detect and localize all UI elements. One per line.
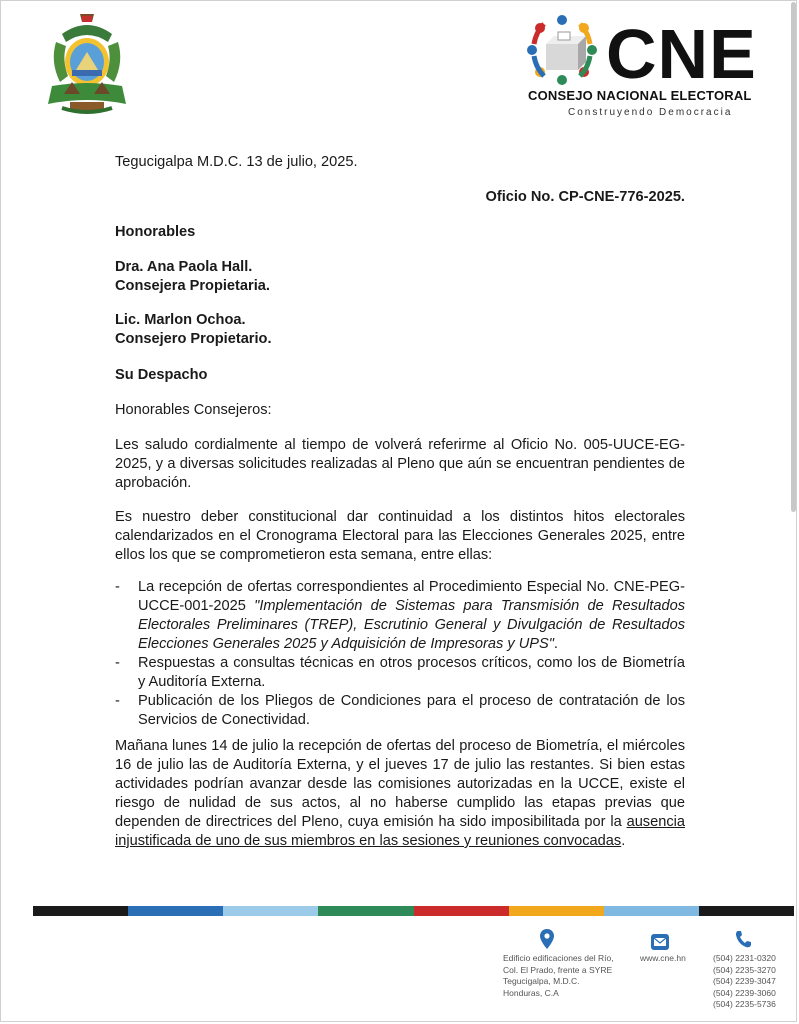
recipient-role: Consejero Propietario.: [115, 331, 272, 347]
salutation-title: Honorables: [115, 224, 196, 240]
footer-website[interactable]: www.cne.hn: [640, 953, 686, 963]
location-pin-icon: [540, 929, 554, 949]
list-item: - Respuestas a consultas técnicas en otros procesos críticos, como los de Biometría y Auditoría Externa.: [115, 655, 685, 690]
paragraph-1: Les saludo cordialmente al tiempo de volverá referirme al Oficio No. 005-UUCE-EG-2025, y a diversas solicitudes realizadas al Pleno que aún se encuentran pendientes de aprobación.: [115, 437, 685, 491]
bullet-1-title: "Implementación de Sistemas para Transmisión de Resultados Electorales Preliminares (TREP), Escrutinio General y Divulgación de Resultados Elecciones Generales 2025 y Adquisición de Impresoras y UPS": [138, 598, 685, 652]
bullet-1-text: La recepción de ofertas correspondientes al Procedimiento Especial No. CNE-PEG-UCCE-001-2025: [138, 579, 685, 614]
phone-icon: [735, 930, 751, 948]
greeting: Honorables Consejeros:: [115, 402, 272, 418]
ballot-box-icon: [522, 10, 602, 90]
paragraph-2: Es nuestro deber constitucional dar continuidad a los distintos hitos electorales calendarizados en el Cronograma Electoral para las Elecciones Generales 2025, entre ellos los que se comprometieron esta semana, entre ellas:: [115, 509, 685, 563]
paragraph-3: Mañana lunes 14 de julio la recepción de ofertas del proceso de Biometría, el miércoles 16 de julio las de Auditoría Externa, y el jueves 17 de julio las restantes. Si bien estas actividades podrían avanzar desde las comisiones autorizadas en la UCCE, existe el riesgo de nulidad de sus actos, al no haberse cumplido las etapas previas que dependen de directrices del Pleno, cuya emisión ha sido imposibilitada por la ausencia injustificada de uno de sus miembros en las sesiones y reuniones convocadas.: [115, 738, 685, 849]
bullet-3-text: Publicación de los Pliegos de Condiciones para el proceso de contratación de los Servicios de Conectividad.: [138, 693, 685, 728]
recipient-role: Consejera Propietaria.: [115, 278, 270, 294]
despacho: Su Despacho: [115, 367, 208, 383]
stripe-segment: [318, 906, 413, 916]
stripe-segment: [699, 906, 794, 916]
recipient-block-1: [115, 258, 685, 296]
web-envelope-icon: [651, 934, 669, 950]
reference-number: Oficio No. CP-CNE-776-2025.: [485, 189, 685, 205]
stripe-segment: [33, 906, 128, 916]
recipient-name: Dra. Ana Paola Hall.: [115, 259, 253, 275]
cne-logo: [522, 10, 772, 122]
stripe-segment: [604, 906, 699, 916]
scrollbar[interactable]: [791, 2, 796, 512]
footer-address: Edificio edificaciones del Río, Col. El Prado, frente a SYRE Tegucigalpa, M.D.C. Honduras, C.A: [503, 953, 614, 998]
cne-full-name: CONSEJO NACIONAL ELECTORAL: [528, 88, 752, 103]
list-item: - Publicación de los Pliegos de Condiciones para el proceso de contratación de los Servicios de Conectividad.: [115, 693, 685, 728]
recipient-block-2: [115, 311, 685, 349]
underlined-phrase: ausencia injustificada de uno de sus miembros en las sesiones y reuniones convocadas: [115, 814, 685, 849]
list-item: - La recepción de ofertas correspondientes al Procedimiento Especial No. CNE-PEG-UCCE-001-2025 "Implementación de Sistemas para Transmisión de Resultados Electorales Preliminares (TREP), Escrutinio General y Divulgación de Resultados Elecciones Generales 2025 y Adquisición de Impresoras y UPS".: [115, 579, 685, 652]
cne-logo-text: CNE: [606, 15, 757, 93]
stripe-segment: [509, 906, 604, 916]
bullet-list: [115, 578, 685, 730]
footer-color-stripe: [33, 906, 794, 916]
stripe-segment: [414, 906, 509, 916]
footer-phones: (504) 2231-0320 (504) 2235-3270 (504) 2239-3047 (504) 2239-3060 (504) 2235-5736: [713, 953, 776, 1009]
place-date: Tegucigalpa M.D.C. 13 de julio, 2025.: [115, 154, 358, 170]
cne-motto: Construyendo Democracia: [568, 107, 733, 118]
stripe-segment: [223, 906, 318, 916]
stripe-segment: [128, 906, 223, 916]
bullet-2-text: Respuestas a consultas técnicas en otros procesos críticos, como los de Biometría y Auditoría Externa.: [138, 655, 685, 690]
recipient-name: Lic. Marlon Ochoa.: [115, 312, 246, 328]
honduras-coat-of-arms-icon: [42, 12, 132, 116]
